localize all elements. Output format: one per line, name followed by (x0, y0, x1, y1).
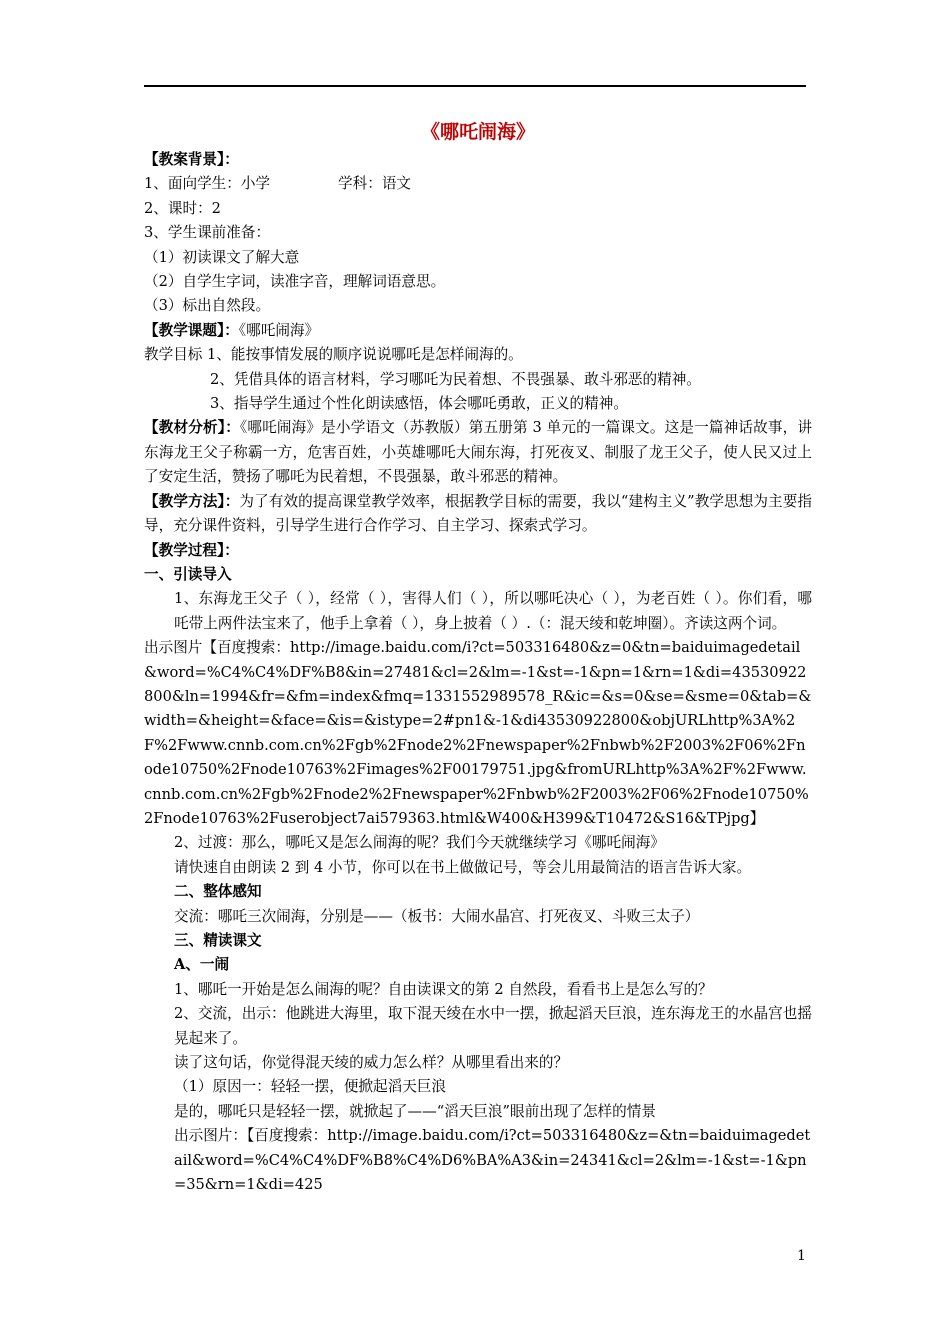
background-item-3: 3、学生课前准备： (144, 224, 271, 242)
background-item-1 (144, 172, 812, 196)
section-2-paragraph-1: 交流：哪吒三次闹海，分别是——（板书：大闹水晶宫、打死夜叉、斗败三太子） (174, 907, 700, 925)
method-label: 【教学方法】： (144, 492, 240, 510)
page-number: 1 (797, 1248, 806, 1264)
section-3-paragraph-2: 2、交流，出示：他跳进大海里，取下混天绫在水中一摆，掀起滔天巨浪，连东海龙王的水晶宫也摇晃起来了。 (174, 1005, 812, 1047)
prep-item-2: （2）自学生字词，读准字音，理解词语意思。 (144, 273, 446, 291)
section-1-paragraph-1: 1、东海龙王父子（ ），经常（ ），害得人们（ ），所以哪吒决心（ ），为老百姓（ ）。你们看，哪吒带上两件法宝来了，他手上拿着（ ），身上披着（ ）.（：混天绫和乾坤圈）。齐读这两个词。 (174, 590, 812, 632)
prep-item-1: （1）初读课文了解大意 (144, 248, 300, 266)
section-1-paragraph-2: 2、过渡：那么，哪吒又是怎么闹海的呢？我们今天就继续学习《哪吒闹海》 (174, 834, 665, 852)
document-title: 《哪吒闹海》 (420, 121, 535, 143)
background-item-2: 2、课时：2 (144, 199, 221, 217)
section-1-paragraph-3: 请快速自由朗读 2 到 4 小节，你可以在书上做做记号，等会儿用最简洁的语言告诉大家。 (174, 858, 752, 876)
goal-item-2: 2、凭借具体的语言材料，学习哪吒为民着想、不畏强暴、敢斗邪恶的精神。 (210, 370, 701, 388)
method-text: 为了有效的提高课堂教学效率，根据教学目标的需要，我以“建构主义”教学思想为主要指导，充分课件资料，引导学生进行合作学习、自主学习、探索式学习。 (144, 492, 812, 535)
section-1-heading: 一、引读导入 (144, 565, 232, 583)
analysis-label: 【教材分析】： (144, 419, 240, 437)
topic-label: 【教学课题】： (144, 321, 239, 339)
background-heading: 【教案背景】： (144, 151, 239, 168)
goal-item-3: 3、指导学生通过个性化朗读感悟，体会哪吒勇敢，正义的精神。 (210, 395, 628, 413)
audience-text: 1、面向学生：小学 (144, 175, 271, 193)
subject-text: 学科：语文 (338, 175, 412, 193)
section-3-image-link: 出示图片：【百度搜索：http://image.baidu.com/i?ct=503316480&z=&tn=baiduimagedetail&word=%C4%C4%DF%B8%C4%D6%BA%A3&in=24341&cl=2&lm=-1&st=-1&pn=35&rn=1&di=425 (174, 1127, 811, 1194)
header-rule (144, 85, 806, 87)
topic-line (144, 319, 812, 343)
section-3-paragraph-5: 是的，哪吒只是轻轻一摆，就掀起了——“滔天巨浪”眼前出现了怎样的情景 (174, 1102, 656, 1120)
analysis-paragraph (144, 416, 812, 489)
goal-item-1: 教学目标 1、能按事情发展的顺序说说哪吒是怎样闹海的。 (144, 346, 523, 364)
section-3-paragraph-1: 1、哪吒一开始是怎么闹海的呢？自由读课文的第 2 自然段，看看书上是怎么写的？ (174, 980, 713, 998)
prep-item-3: （3）标出自然段。 (144, 297, 271, 315)
section-3-heading: 三、精读课文 (174, 932, 262, 949)
section-3-paragraph-4: （1）原因一：轻轻一摆，便掀起滔天巨浪 (174, 1078, 446, 1096)
analysis-text: 《哪吒闹海》是小学语文（苏教版）第五册第 3 单元的一篇课文。这是一篇神话故事，讲东海龙王父子称霸一方，危害百姓，小英雄哪吒大闹东海，打死夜叉、制服了龙王父子，使人民又过上了安定生活，赞扬了哪吒为民着想，不畏强暴，敢斗邪恶的精神。 (144, 419, 812, 486)
section-2-heading: 二、整体感知 (174, 883, 262, 901)
section-3-subheading-a: A、一闹 (174, 956, 230, 974)
section-3-paragraph-3: 读了这句话，你觉得混天绫的威力怎么样？从哪里看出来的？ (174, 1054, 569, 1072)
method-paragraph (144, 490, 812, 539)
topic-value: 《哪吒闹海》 (238, 321, 320, 339)
section-1-image-link: 出示图片【百度搜索：http://image.baidu.com/i?ct=503316480&z=0&tn=baiduimagedetail&word=%C4%C4%DF%B8&in=27481&cl=2&lm=-1&st=-1&pn=1&rn=1&di=43530922800&ln=1994&fr=&fm=index&fmq=1331552989578_R&ic=&s=0&se=&sme=0&tab=&width=&height=&face=&is=&istype=2#pn1&-1&di43530922800&objURLhttp%3A%2F%2Fwww.cnnb.com.cn%2Fgb%2Fnode2%2Fnewspaper%2Fnbwb%2F2003%2F06%2Fnode10750%2Fnode10763%2Fimages%2F00179751.jpg&fromURLhttp%3A%2F%2Fwww.cnnb.com.cn%2Fgb%2Fnode2%2Fnewspaper%2Fnbwb%2F2003%2F06%2Fnode10750%2Fnode10763%2Fuserobject7ai579363.html&W400&H399&T10472&S16&TPjpg】 (144, 639, 812, 827)
document-body (144, 118, 812, 1197)
process-heading: 【教学过程】： (144, 541, 239, 559)
